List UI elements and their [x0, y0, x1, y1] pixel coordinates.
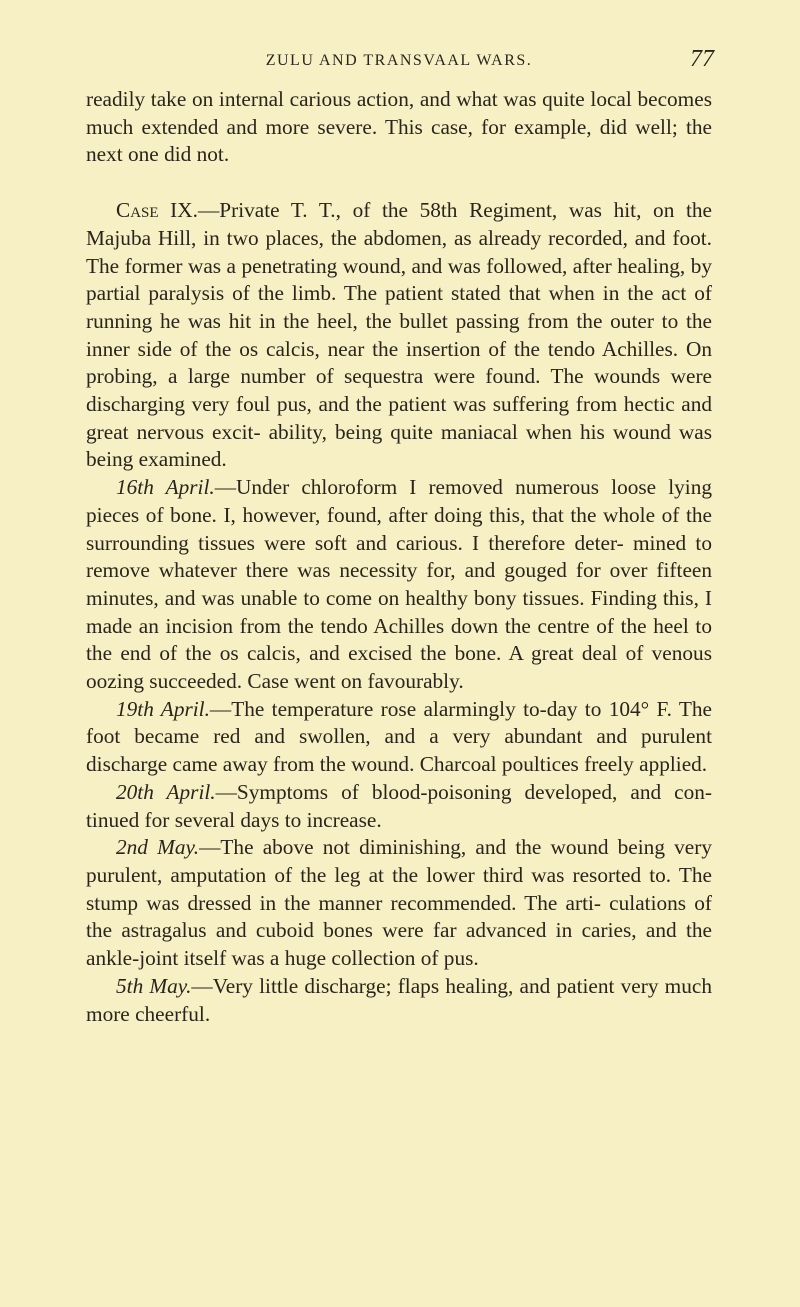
running-title: ZULU AND TRANSVAAL WARS.: [265, 52, 533, 69]
paragraph-text: —Under chloroform I removed numerous loose lying pieces of bone. I, however, found, after doing this, that the whole of the surrounding tissues were soft and carious. I therefore deter- mined to remove whatever there was necessity for, and gouged for over fifteen minutes, and was unable to come on healthy bony tissues. Finding this, I made an incision from the tendo Achilles down the centre of the heel to the end of the os calcis, and excised the bone. A great deal of venous oozing succeeded. Case went on favourably.: [86, 475, 713, 694]
paragraph-text: —The temperature rose alarmingly to-day to 104° F. The foot became red and swollen, and a very abundant and purulent discharge came away from the wound. Charcoal poultices freely applied.: [86, 696, 713, 777]
paragraph-text: —The above not diminishing, and the wound being very purulent, amputation of the leg at the lower third was resorted to. The stump was dressed in the manner recommended. The arti- culations of the astragalus and cuboid bones were far advanced in caries, and the ankle-joint itself was a huge collection of pus.: [86, 835, 712, 971]
paragraph-entry-16-april: [86, 474, 712, 696]
paragraph-entry-20-april: [86, 779, 712, 834]
paragraph-text: —Very little discharge; flaps healing, and patient very much more cheerful.: [86, 973, 713, 1026]
case-label: Case IX.: [116, 198, 198, 223]
paragraph-text: readily take on internal carious action, and what was quite local becomes much extended and more severe. This case, for example, did well; the next one did not.: [86, 87, 712, 167]
paragraph-text: —Symptoms of blood-poisoning developed, and con- tinued for several days to increase.: [86, 779, 712, 832]
entry-date: 5th May.: [116, 973, 192, 998]
paragraph-entry-19-april: [86, 696, 712, 779]
paragraph-entry-5-may: [86, 973, 712, 1028]
paragraph-continuation: [86, 86, 712, 169]
page-number: 77: [690, 46, 714, 72]
running-header: [86, 46, 712, 76]
paragraph-text: —Private T. T., of the 58th Regiment, was hit, on the Majuba Hill, in two places, the abdomen, as already recorded, and foot. The former was a penetrating wound, and was followed, after healing, by partial paralysis of the limb. The patient stated that when in the act of running he was hit in the heel, the bullet passing from the outer to the inner side of the os calcis, near the insertion of the tendo Achilles. On probing, a large number of sequestra were found. The wounds were discharging very foul pus, and the patient was suffering from hectic and great nervous excit- ability, being quite maniacal when his wound was being examined.: [86, 198, 712, 472]
paragraph-case-ix: [86, 197, 712, 474]
paragraph-entry-2-may: [86, 834, 712, 973]
entry-date: 16th April.: [116, 475, 215, 500]
entry-date: 19th April.: [116, 696, 210, 721]
entry-date: 2nd May.: [116, 835, 200, 860]
body-text: [86, 86, 712, 1028]
entry-date: 20th April.: [116, 779, 216, 804]
